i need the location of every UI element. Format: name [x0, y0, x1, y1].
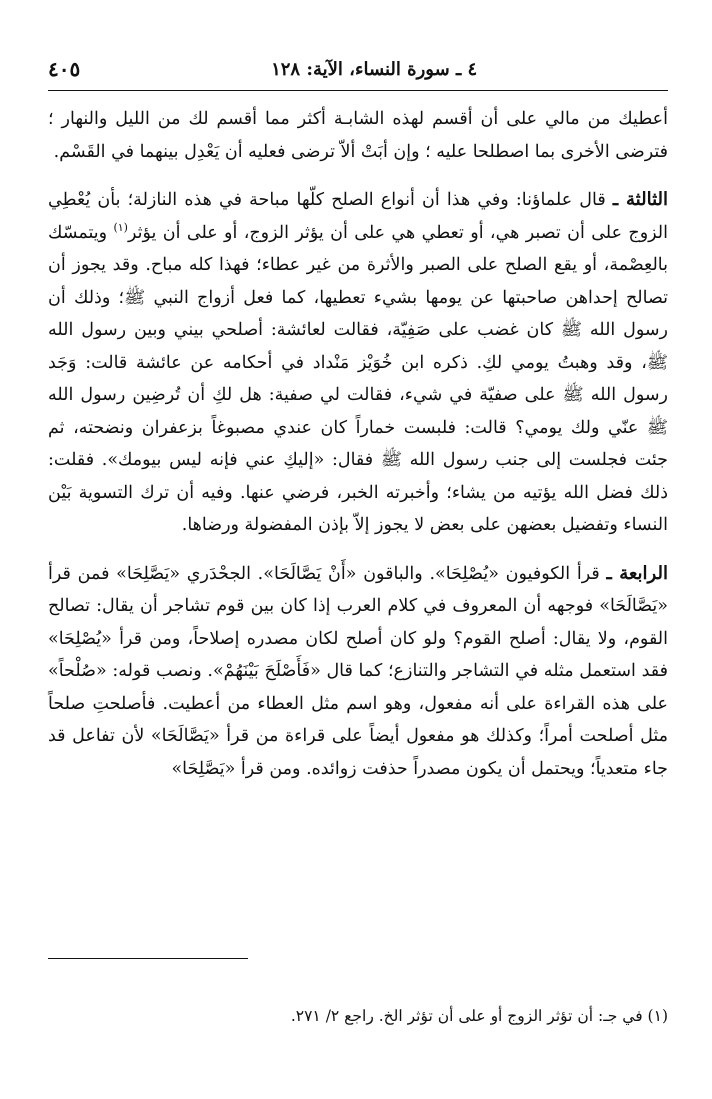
footnote-rule	[48, 958, 248, 959]
footnote-text: (١) في جـ: أن تؤثر الزوج أو على أن تؤثر الخ. راجع ٢/ ٢٧١.	[290, 1007, 668, 1025]
paragraph-third	[48, 184, 668, 542]
footnote-marker[interactable]: (١)	[113, 220, 128, 234]
running-header	[48, 52, 668, 86]
paragraph-text-cont: ويتمسّك بالعِصْمة، أو يقع الصلح على الصبر والأثرة من غير عطاء؛ فهذا كله مباح. وقد يجوز أن تصالح إحداهن صاحبتها عن يومها بشيء تعطيها، كما فعل أزواج النبي ﷺ؛ وذلك أن رسول الله ﷺ كان غضب على صَفِيّة، فقالت لعائشة: أصلحي بيني وبين رسول الله ﷺ، وقد وهبتُ يومي لكِ. ذكره ابن خُوَيْز مَنْداد في أحكامه عن عائشة قالت: وَجَد رسول الله ﷺ على صفيّة في شيء، فقالت لي صفية: هل لكِ أن تُرضِين رسول الله ﷺ عنّي ولك يومي؟ قالت: فلبست خماراً كان عندي مصبوغاً بزعفران ونضحته، ثم جئت فجلست إلى جنب رسول الله ﷺ فقال: «إليكِ عني فإنه ليس بيومك». فقلت: ذلك فضل الله يؤتيه من يشاء؛ وأخبرته الخبر، فرضي عنها. وفيه أن ترك التسوية بَيْن النساء وتفضيل بعضهن على بعض لا يجوز إلاّ بإذن المفضولة ورضاها.	[48, 222, 669, 535]
paragraph-lead: الثالثة ـ	[612, 189, 668, 210]
paragraph-lead: الرابعة ـ	[606, 562, 668, 584]
paragraph-continuation	[48, 103, 668, 168]
paragraph-fourth	[48, 558, 668, 786]
book-page	[48, 52, 668, 1052]
header-title: ٤ ـ سورة النساء، الآية: ١٢٨	[271, 58, 478, 80]
paragraph-text: أعطيك من مالي على أن أقسم لهذه الشابـة أكثر مما أقسم لك من الليل والنهار ؛ فترضى الأخرى بما اصطلحا عليه ؛ وإن أبَتْ ألاّ ترضى فعليه أن يَعْدِل بينهما في القَسْم.	[48, 109, 668, 162]
page-number: ٤٠٥	[48, 57, 81, 81]
paragraph-text: قرأ الكوفيون «يُصْلِحَا». والباقون «أَنْ يَصَّالَحَا». الجحْدَري «يَصَّلِحَا» فمن قرأ «يَصَّالَحَا» فوجهه أن المعروف في كلام العرب إذا كان بين قوم تشاجر أن يقال: تصالح القوم، ولا يقال: أصلح القوم؟ ولو كان أصلح لكان مصدره إصلاحاً، ومن قرأ «يُصْلِحَا» فقد استعمل مثله في التشاجر والتنازع؛ كما قال «فَأَصْلَحَ بَيْنَهُمْ». ونصب قوله: «صُلْحاً» على هذه القراءة على أنه مفعول، وهو اسم مثل العطاء من أعطيت. فأصلحتِ صلحاً مثل أصلحت أمراً؛ وكذلك هو مفعول أيضاً على قراءة من قرأ «يَصَّالَحَا» لأن تفاعل قد جاء متعدياً؛ ويحتمل أن يكون مصدراً حذفت زوائده. ومن قرأ «يَصَّلِحَا»	[48, 563, 668, 779]
body-text	[48, 103, 668, 785]
footnote	[48, 1004, 668, 1028]
header-rule	[48, 90, 668, 91]
paragraph-text: قال علماؤنا: وفي هذا أن أنواع الصلح كلّها مباحة في هذه النازلة؛ بأن يُعْطِي الزوج على أن تصبر هي، أو تعطي هي على أن يؤثر الزوج، أو على أن يؤثر	[48, 190, 668, 243]
